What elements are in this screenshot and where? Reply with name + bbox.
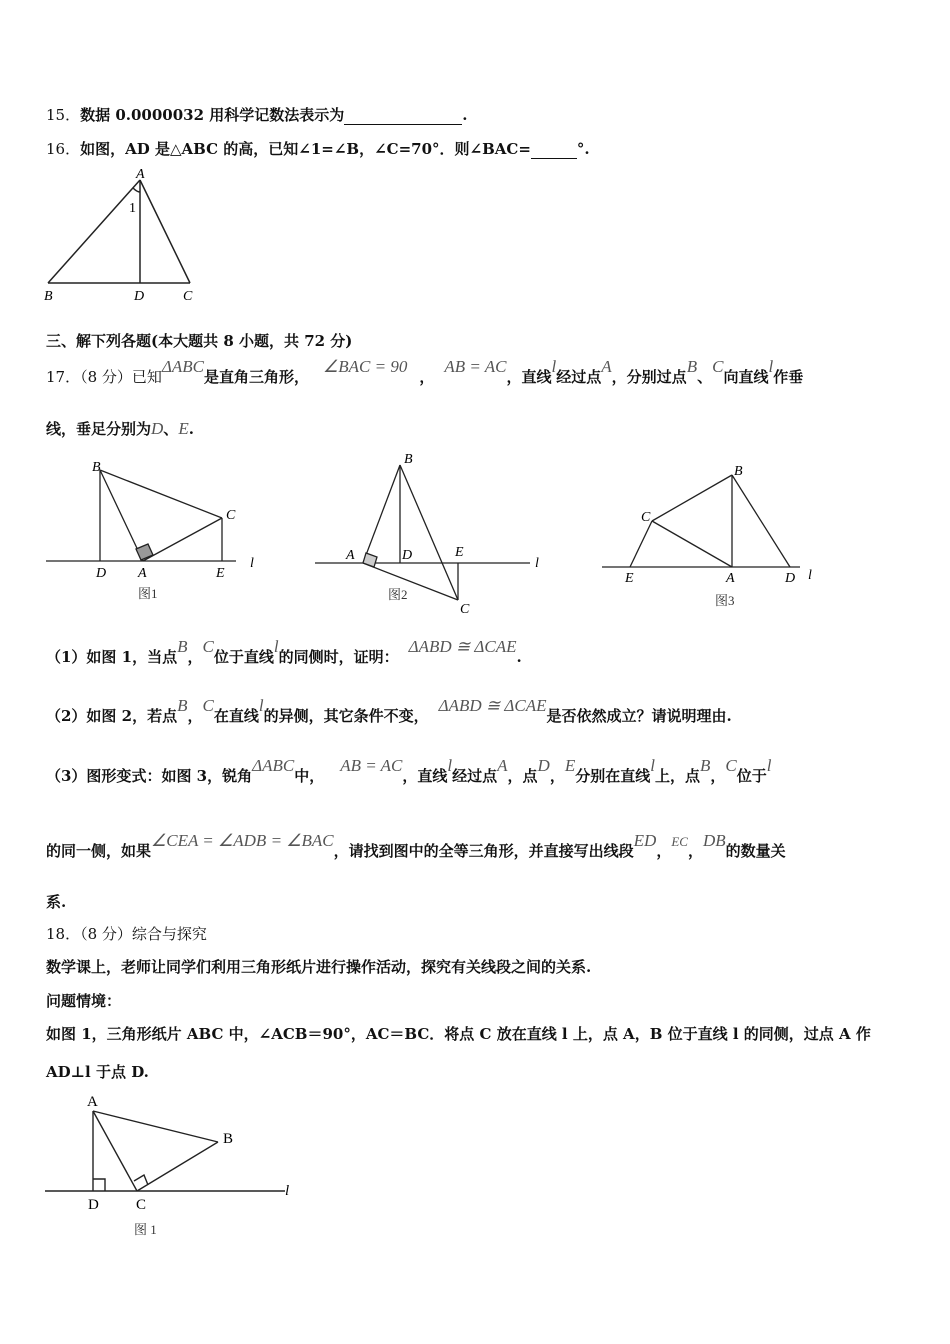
math-expr: l bbox=[551, 357, 557, 376]
text: ， bbox=[656, 842, 672, 860]
q18-paragraph-4: AD⊥l 于点 D. bbox=[46, 1063, 149, 1081]
question-15 bbox=[46, 104, 468, 125]
f1-label-e: E bbox=[216, 566, 225, 581]
text: 的异侧，其它条件不变， bbox=[263, 707, 429, 725]
f1-label-c: C bbox=[226, 508, 236, 523]
math-expr: l bbox=[768, 357, 774, 376]
question-18 bbox=[46, 923, 207, 944]
math-expr: B bbox=[686, 357, 698, 376]
text: ，分别过点 bbox=[611, 368, 687, 386]
text: ，直线 bbox=[506, 368, 552, 386]
math-expr: AB = AC bbox=[340, 756, 403, 775]
math-expr: EC bbox=[671, 834, 688, 849]
text: ，直线 bbox=[402, 767, 448, 785]
text: ， bbox=[187, 707, 203, 725]
question-17-part-1 bbox=[46, 637, 522, 667]
text: 、 bbox=[163, 420, 179, 438]
question-number: 15． bbox=[46, 106, 81, 124]
math-expr: l bbox=[273, 637, 279, 656]
math-expr: A bbox=[497, 756, 508, 775]
question-points: （8 分）综合与探究 bbox=[80, 925, 207, 943]
question-17 bbox=[46, 357, 804, 387]
math-expr: ∠CEA = ∠ADB = ∠BAC bbox=[151, 831, 334, 850]
text: （2）如图 2，若点 bbox=[46, 707, 178, 725]
text: 在直线 bbox=[213, 707, 259, 725]
question-17-part-3-cont bbox=[46, 831, 786, 861]
math-expr: D bbox=[537, 756, 550, 775]
text: 的同侧时，证明： bbox=[278, 648, 399, 666]
f3-caption: 图3 bbox=[715, 593, 735, 608]
math-expr: C bbox=[202, 696, 214, 715]
text: ， bbox=[419, 368, 435, 386]
text: ， bbox=[687, 842, 703, 860]
f3-label-l: l bbox=[808, 568, 812, 583]
math-expr: ΔABC bbox=[161, 357, 204, 376]
text: （3）图形变式：如图 3，锐角 bbox=[46, 767, 253, 785]
label-l: l bbox=[285, 1183, 290, 1199]
text: ， bbox=[549, 767, 565, 785]
f1-label-a: A bbox=[138, 566, 147, 581]
math-expr: l bbox=[766, 756, 772, 775]
question-number: 18． bbox=[46, 925, 81, 943]
question-17-part-2 bbox=[46, 696, 732, 726]
vertex-label-d: D bbox=[134, 289, 145, 304]
f3-label-c: C bbox=[641, 510, 651, 525]
q18-paragraph-1: 数学课上，老师让同学们利用三角形纸片进行操作活动，探究有关线段之间的关系. bbox=[46, 958, 592, 976]
vertex-label-b: B bbox=[44, 289, 53, 304]
text: 位于直线 bbox=[213, 648, 274, 666]
math-expr: l bbox=[650, 756, 655, 775]
f2-label-e: E bbox=[455, 545, 464, 560]
text: . bbox=[516, 648, 522, 666]
angle-label-1: 1 bbox=[129, 201, 136, 216]
question-17-part-3-end: 系. bbox=[46, 893, 67, 911]
vertex-label-c: C bbox=[183, 289, 193, 304]
figure-17 bbox=[0, 445, 950, 625]
f1-label-b: B bbox=[92, 460, 101, 475]
text: 经过点 bbox=[452, 767, 498, 785]
f1-caption: 图1 bbox=[138, 586, 158, 601]
text: 、 bbox=[697, 368, 713, 386]
math-expr: ΔABC bbox=[252, 756, 295, 775]
math-expr: AB = AC bbox=[444, 357, 507, 376]
section-heading: 三、解下列各题(本大题共 8 小题，共 72 分) bbox=[46, 332, 353, 350]
text: 的数量关 bbox=[725, 842, 786, 860]
math-expr: ΔABD ≅ ΔCAE bbox=[438, 696, 547, 715]
text: 作垂 bbox=[773, 368, 804, 386]
math-expr: B bbox=[177, 696, 188, 715]
math-expr: E bbox=[178, 419, 189, 438]
math-expr: ED bbox=[633, 831, 657, 850]
f2-label-c: C bbox=[460, 602, 470, 617]
text: ，点 bbox=[507, 767, 538, 785]
text: 上，点 bbox=[654, 767, 700, 785]
label-a: A bbox=[87, 1094, 98, 1110]
math-expr: C bbox=[725, 756, 737, 775]
text: （1）如图 1，当点 bbox=[46, 648, 178, 666]
text: 向直线 bbox=[723, 368, 769, 386]
question-number: 17． bbox=[46, 368, 81, 386]
label-c: C bbox=[136, 1197, 147, 1213]
f2-label-b: B bbox=[404, 452, 413, 467]
text: ， bbox=[187, 648, 203, 666]
question-16 bbox=[46, 138, 590, 159]
text: 的同一侧，如果 bbox=[46, 842, 152, 860]
text: 是直角三角形， bbox=[204, 368, 310, 386]
text: ，请找到图中的全等三角形，并直接写出线段 bbox=[333, 842, 634, 860]
math-expr: B bbox=[177, 637, 188, 656]
f3-label-b: B bbox=[734, 464, 743, 479]
math-expr: D bbox=[151, 419, 164, 438]
question-text: 数据 0.0000032 用科学记数法表示为 bbox=[80, 106, 345, 124]
math-expr: ΔABD ≅ ΔCAE bbox=[408, 637, 517, 656]
label-d: D bbox=[88, 1197, 99, 1213]
question-text: 如图，AD 是△ABC 的高，已知∠1=∠B，∠C=70°．则∠BAC= bbox=[80, 140, 531, 158]
f2-label-a: A bbox=[346, 548, 355, 563]
vertex-label-a: A bbox=[136, 167, 145, 182]
punctuation: . bbox=[462, 106, 468, 124]
f3-label-e: E bbox=[625, 571, 634, 586]
f2-caption: 图2 bbox=[388, 587, 408, 602]
question-17-cont bbox=[46, 418, 194, 439]
text: . bbox=[188, 420, 194, 438]
math-expr: E bbox=[564, 756, 576, 775]
question-number: 16． bbox=[46, 140, 81, 158]
text: 是否依然成立？请说明理由. bbox=[546, 707, 732, 725]
text: ， bbox=[710, 767, 726, 785]
math-expr: ∠BAC = 90 bbox=[323, 357, 408, 376]
label-b: B bbox=[223, 1131, 234, 1147]
f1-label-d: D bbox=[96, 566, 107, 581]
question-17-part-3 bbox=[46, 756, 772, 786]
q18-paragraph-3: 如图 1，三角形纸片 ABC 中，∠ACB＝90°，AC＝BC．将点 C 放在直线 l 上，点 A，B 位于直线 l 的同侧，过点 A 作 bbox=[46, 1025, 871, 1043]
text: 经过点 bbox=[556, 368, 602, 386]
f1-label-l: l bbox=[250, 556, 254, 571]
figure-16-triangle bbox=[40, 160, 210, 305]
f3-label-d: D bbox=[785, 571, 796, 586]
f2-label-d: D bbox=[402, 548, 413, 563]
math-expr: DB bbox=[702, 831, 726, 850]
math-expr: l bbox=[258, 696, 264, 715]
text: 中， bbox=[294, 767, 325, 785]
text: 分别在直线 bbox=[575, 767, 651, 785]
math-expr: B bbox=[700, 756, 711, 775]
figure-18 bbox=[40, 1085, 310, 1245]
math-expr: A bbox=[601, 357, 612, 376]
f3-label-a: A bbox=[726, 571, 735, 586]
math-expr: C bbox=[712, 357, 724, 376]
math-expr: l bbox=[447, 756, 453, 775]
q18-paragraph-2: 问题情境： bbox=[46, 992, 122, 1010]
fig18-caption: 图 1 bbox=[134, 1222, 157, 1237]
f2-label-l: l bbox=[535, 556, 539, 571]
answer-blank[interactable] bbox=[344, 106, 462, 125]
answer-blank[interactable] bbox=[531, 140, 577, 159]
text: 位于 bbox=[736, 767, 767, 785]
text: 线，垂足分别为 bbox=[46, 420, 152, 438]
degree-symbol: °. bbox=[576, 140, 590, 158]
question-points: （8 分）已知 bbox=[80, 368, 162, 386]
math-expr: C bbox=[202, 637, 214, 656]
